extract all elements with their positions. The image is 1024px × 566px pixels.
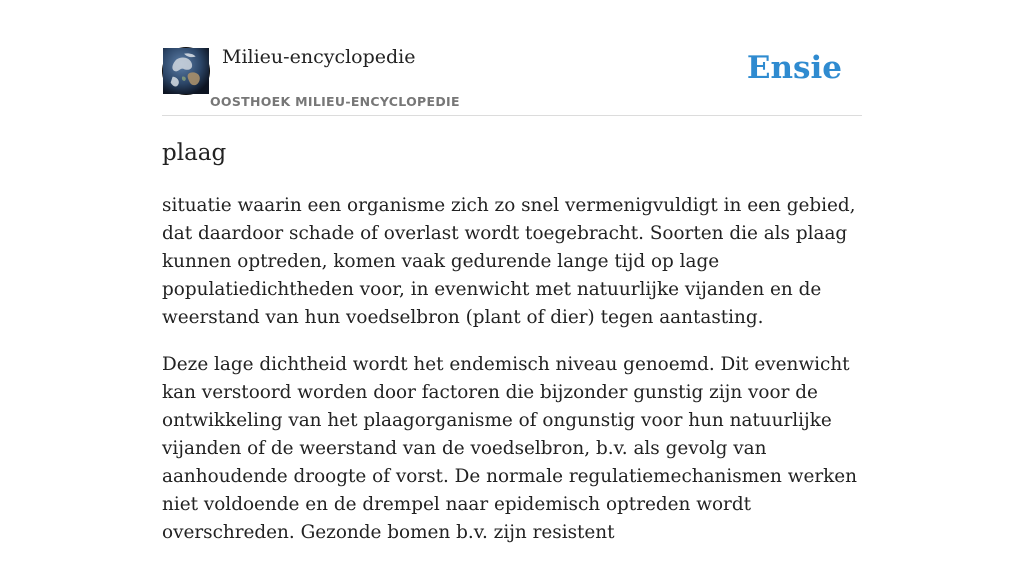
page-title: plaag	[162, 140, 227, 166]
earth-globe-icon[interactable]	[162, 47, 210, 95]
site-header	[162, 0, 862, 116]
page	[162, 0, 862, 543]
brand-logo[interactable]: Ensie	[746, 50, 842, 86]
article-paragraph: Deze lage dichtheid wordt het endemisch niveau genoemd. Dit evenwicht kan verstoord worden door factoren die bijzonder gunstig zijn voor de ontwikkeling van het plaagorganisme of ongunstig voor hun natuurlijke vijanden of de weerstand van de voedselbron, b.v. als gevolg van aanhoudende droogte of vorst. De normale regulatiemechanismen werken niet voldoende en de drempel naar epidemisch optreden wordt overschreden. Gezonde bomen b.v. zijn resistent	[162, 354, 858, 543]
site-title[interactable]: Milieu-encyclopedie	[222, 46, 416, 68]
article-paragraph: situatie waarin een organisme zich zo snel vermenigvuldigt in een gebied, dat daardoor schade of overlast wordt toegebracht. Soorten die als plaag kunnen optreden, komen vaak gedurende lange tijd op lage populatiedichtheden voor, in evenwicht met natuurlijke vijanden en de weerstand van hun voedselbron (plant of dier) tegen aantasting.	[162, 195, 856, 328]
article-body	[162, 192, 862, 566]
site-subtitle[interactable]: OOSTHOEK MILIEU-ENCYCLOPEDIE	[210, 94, 460, 109]
